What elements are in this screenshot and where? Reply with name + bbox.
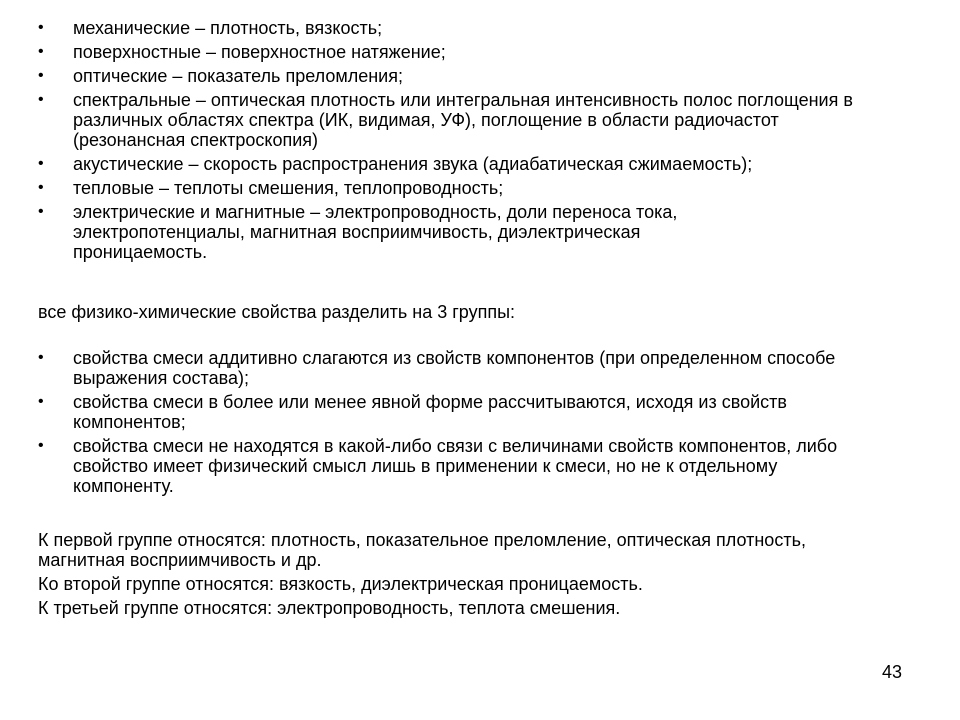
list-item (38, 154, 888, 174)
bullet-icon: • (38, 393, 44, 410)
list-item (38, 436, 838, 496)
bullet-icon: • (38, 91, 44, 108)
list-item (38, 202, 888, 262)
intro-block (38, 302, 898, 322)
bullet-icon: • (38, 67, 44, 84)
list-item-text: поверхностные – поверхностное натяжение; (73, 42, 446, 62)
list-item (38, 18, 888, 38)
list-item (38, 348, 838, 388)
page-number: 43 (881, 662, 902, 682)
intro-text: все физико-химические свойства разделить на 3 группы: (38, 302, 516, 322)
groups-list (38, 348, 838, 496)
bullet-icon: • (38, 19, 44, 36)
properties-block (38, 18, 888, 262)
summary-group-1: К первой группе относятся: плотность, показательное преломление, оптическая плотность, магнитная восприимчивость и др. (38, 530, 806, 570)
list-item-text: спектральные – оптическая плотность или интегральная интенсивность полос поглощения в различных областях спектра (ИК, видимая, УФ), поглощение в области радиочастот (резонансная спектроскопия) (73, 90, 853, 150)
list-item-text: свойства смеси не находятся в какой-либо связи с величинами свойств компонентов, либо свойство имеет физический смысл лишь в применении к смеси, но не к отдельному компоненту. (73, 436, 838, 496)
list-item-text: электрические и магнитные – электропроводность, доли переноса тока, электропотенциалы, магнитная восприимчивость, диэлектрическая проницаемость. (73, 202, 678, 262)
list-item-text: механические – плотность, вязкость; (73, 18, 383, 38)
list-item (38, 178, 888, 198)
bullet-icon: • (38, 43, 44, 60)
bullet-icon: • (38, 203, 44, 220)
groups-block (38, 348, 838, 496)
properties-list (38, 18, 888, 262)
list-item-text: свойства смеси в более или менее явной форме рассчитываются, исходя из свойств компонентов; (73, 392, 787, 432)
list-item (38, 392, 838, 432)
list-item-text: оптические – показатель преломления; (73, 66, 403, 86)
bullet-icon: • (38, 437, 44, 454)
list-item (38, 42, 888, 62)
bullet-icon: • (38, 179, 44, 196)
list-item-text: свойства смеси аддитивно слагаются из свойств компонентов (при определенном способе выражения состава); (73, 348, 836, 388)
list-item-text: акустические – скорость распространения звука (адиабатическая сжимаемость); (73, 154, 753, 174)
list-item (38, 90, 888, 150)
list-item-text: тепловые – теплоты смешения, теплопроводность; (73, 178, 504, 198)
list-item (38, 66, 888, 86)
bullet-icon: • (38, 155, 44, 172)
bullet-icon: • (38, 349, 44, 366)
summary-group-2: Ко второй группе относятся: вязкость, диэлектрическая проницаемость. (38, 574, 643, 594)
summary-block (38, 530, 858, 618)
summary-group-3: К третьей группе относятся: электропроводность, теплота смешения. (38, 598, 621, 618)
